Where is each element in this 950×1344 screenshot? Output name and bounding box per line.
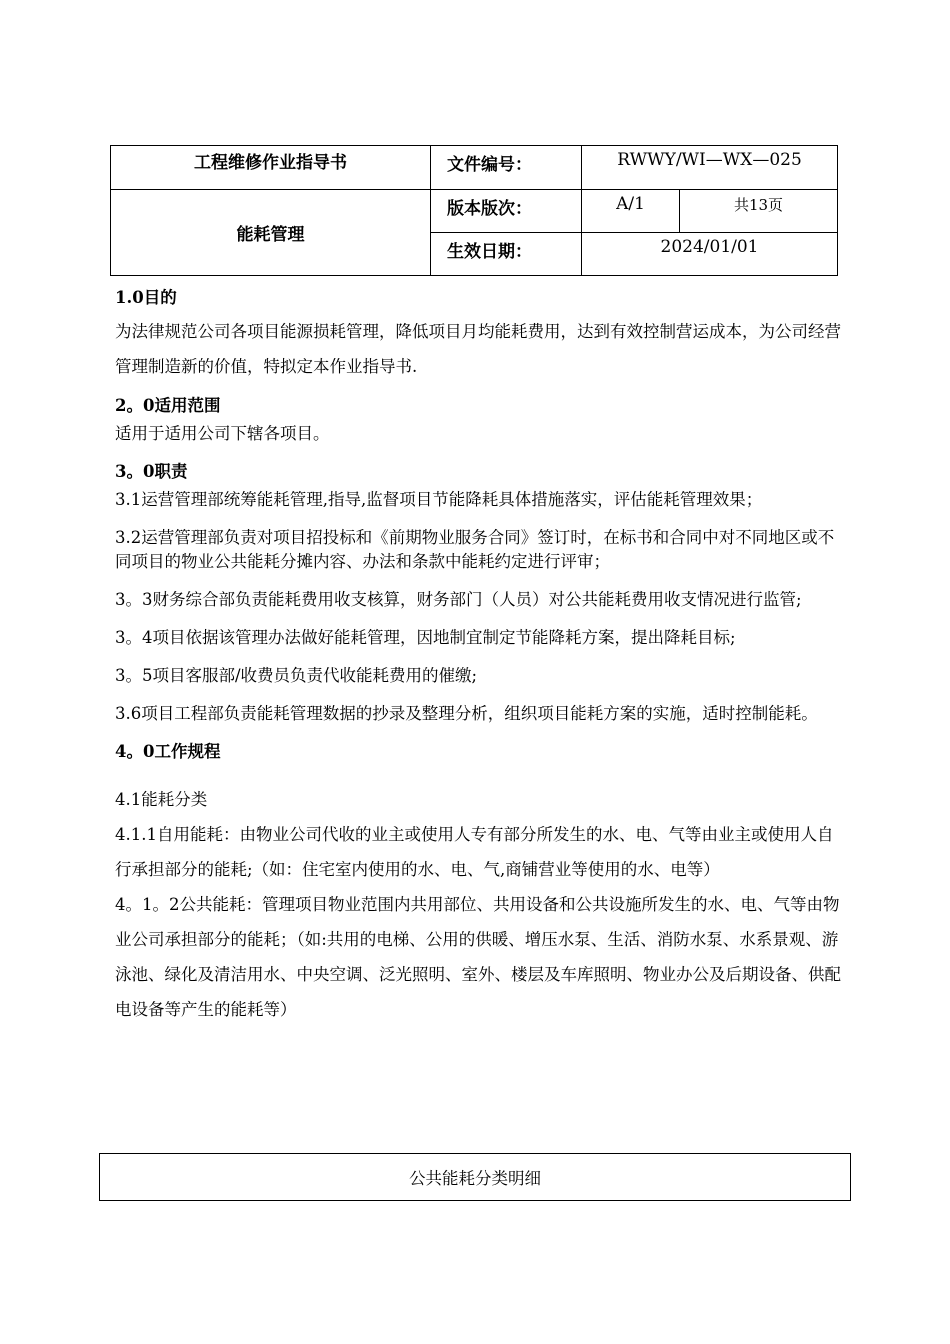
paragraph-self-use-energy: 4.1.1自用能耗：由物业公司代收的业主或使用人专有部分所发生的水、电、气等由业主或使用人自行承担部分的能耗;（如：住宅室内使用的水、电、气,商铺营业等使用的水、电等） [115, 825, 834, 879]
section-heading-purpose: 1.0目的 [115, 288, 177, 307]
file-number: RWWY/WI—WX—025 [582, 146, 838, 190]
paragraph-public-energy: 4。1。2公共能耗：管理项目物业范围内共用部位、共用设备和公共设施所发生的水、电、气等由物业公司承担部分的能耗；（如:共用的电梯、公用的供暖、增压水泵、生活、消防水泵、水系景观、游泳池、绿化及清洁用水、中央空调、泛光照明、室外、楼层及车库照明、物业办公及后期设备、供配电设备等产生的能耗等） [115, 895, 841, 1019]
paragraph-duty-3-6: 3.6项目工程部负责能耗管理数据的抄录及整理分析，组织项目能耗方案的实施，适时控制能耗。 [115, 704, 818, 723]
effective-date: 2024/01/01 [582, 233, 838, 276]
version-label: 版本版次： [431, 190, 582, 233]
section-heading-procedure: 4。0工作规程 [115, 742, 221, 761]
paragraph-duty-3-3: 3。3财务综合部负责能耗费用收支核算，财务部门（人员）对公共能耗费用收支情况进行监管; [115, 590, 802, 609]
paragraph-purpose: 为法律规范公司各项目能源损耗管理，降低项目月均能耗费用，达到有效控制营运成本，为公司经营管理制造新的价值，特拟定本作业指导书. [115, 322, 841, 376]
public-energy-table-caption: 公共能耗分类明细 [100, 1154, 851, 1201]
effective-date-label: 生效日期： [431, 233, 582, 276]
paragraph-scope: 适用于适用公司下辖各项目。 [115, 424, 330, 443]
public-energy-table [99, 1153, 851, 1201]
paragraph-duty-3-5: 3。5项目客服部/收费员负责代收能耗费用的催缴; [115, 666, 478, 685]
document-topic: 能耗管理 [111, 190, 431, 276]
file-number-label: 文件编号： [431, 146, 582, 190]
paragraph-duty-3-2: 3.2运营管理部负责对项目招投标和《前期物业服务合同》签订时，在标书和合同中对不同地区或不同项目的物业公共能耗分摊内容、办法和条款中能耗约定进行评审； [115, 528, 835, 571]
paragraph-duty-3-1: 3.1运营管理部统筹能耗管理,指导,监督项目节能降耗具体措施落实，评估能耗管理效果； [115, 490, 763, 509]
section-heading-scope: 2。0适用范围 [115, 396, 221, 415]
version-value: A/1 [582, 190, 680, 233]
page-count: 共13页 [680, 190, 838, 233]
section-heading-duties: 3。0职责 [115, 462, 188, 481]
paragraph-energy-classification: 4.1能耗分类 [115, 790, 208, 809]
document-header-table [110, 145, 838, 276]
paragraph-duty-3-4: 3。4项目依据该管理办法做好能耗管理，因地制宜制定节能降耗方案，提出降耗目标; [115, 628, 736, 647]
document-body [115, 286, 843, 1027]
document-title: 工程维修作业指导书 [111, 146, 431, 190]
